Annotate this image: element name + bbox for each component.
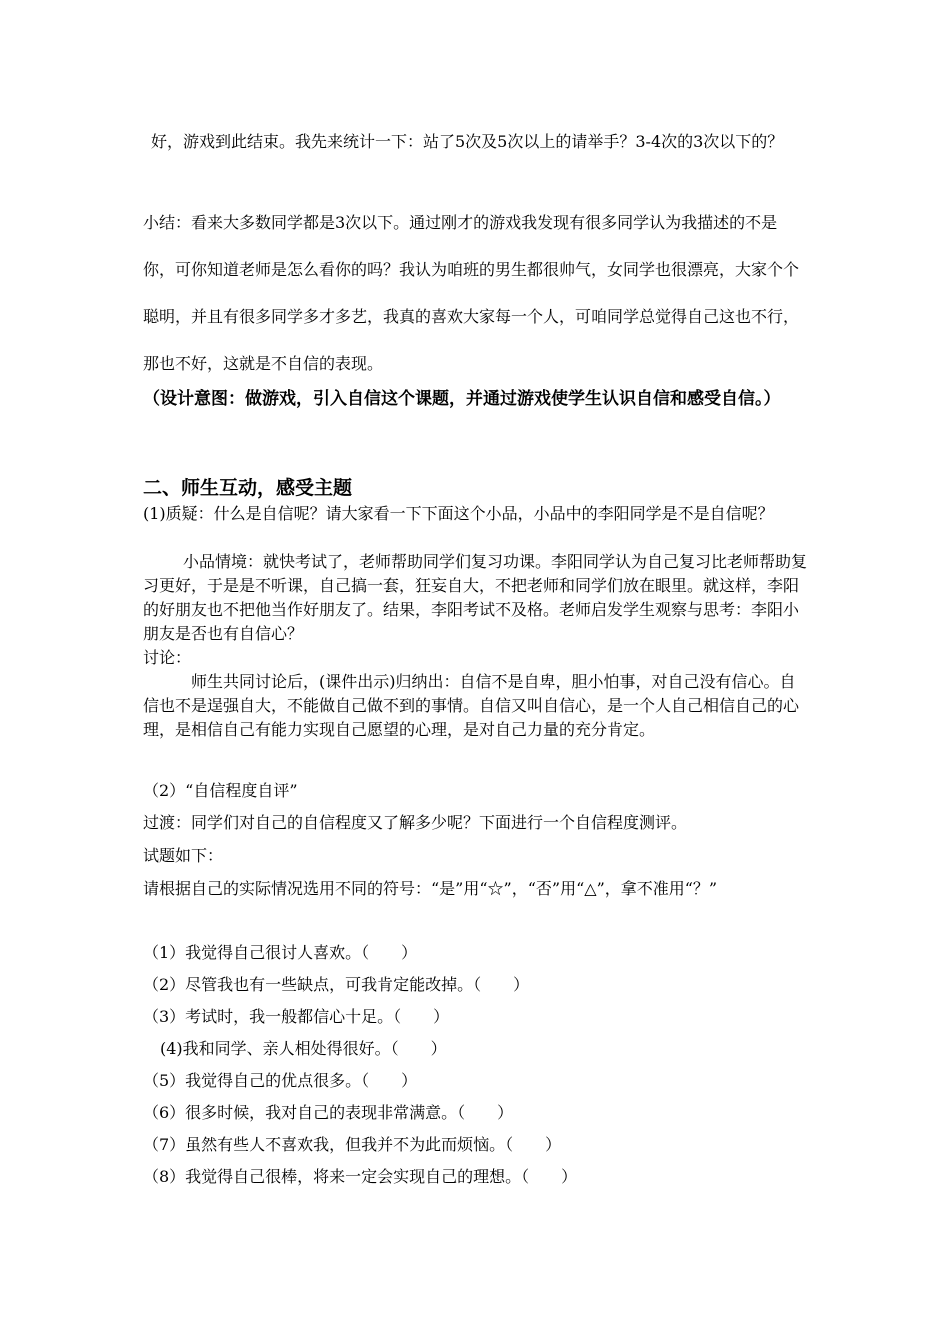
list-item: （2）尽管我也有一些缺点，可我肯定能改掉。（ ） [143, 975, 530, 994]
summary-paragraph: 小结：看来大多数同学都是3次以下。通过刚才的游戏我发现有很多同学认为我描述的不是你，可你知道老师是怎么看你的吗？我认为咱班的男生都很帅气，女同学也很漂亮，大家个个聪明，并且有很多同学多才多艺，我真的喜欢大家每一个人，可咱同学总觉得自己这也不行，那也不好，这就是不自信的表现。 [143, 213, 800, 373]
skit-paragraph: 小品情境：就快考试了，老师帮助同学们复习功课。李阳同学认为自己复习比老师帮助复习更好，于是是不听课，自己搞一套，狂妄自大，不把老师和同学们放在眼里。就这样，李阳的好朋友也不把他当作好朋友了。结果，李阳考试不及格。老师启发学生观察与思考：李阳小朋友是否也有自信心？ [143, 552, 808, 643]
discussion-label: 讨论： [143, 648, 192, 667]
list-item: （7）虽然有些人不喜欢我，但我并不为此而烦恼。（ ） [143, 1135, 562, 1154]
list-item: （1）我觉得自己很讨人喜欢。（ ） [143, 943, 418, 962]
list-item: （3）考试时，我一般都信心十足。（ ） [143, 1007, 450, 1026]
list-item: （6）很多时候，我对自己的表现非常满意。（ ） [143, 1103, 514, 1122]
section-heading: 二、师生互动，感受主题 [143, 477, 353, 499]
list-item: （5）我觉得自己的优点很多。（ ） [143, 1071, 418, 1090]
question-1: (1)质疑：什么是自信呢？请大家看一下下面这个小品，小品中的李阳同学是不是自信呢？ [143, 504, 774, 523]
intro-paragraph: 好，游戏到此结束。我先来统计一下：站了5次及5次以上的请举手？3-4次的3次以下的？ [151, 132, 784, 151]
question-2: （2）“自信程度自评” [143, 781, 298, 800]
test-label: 试题如下： [143, 846, 224, 865]
transition-paragraph: 过渡：同学们对自己的自信程度又了解多少呢？下面进行一个自信程度测评。 [143, 813, 688, 832]
design-intent-paragraph: （设计意图：做游戏，引入自信这个课题，并通过游戏使学生认识自信和感受自信。） [143, 389, 781, 409]
discussion-paragraph: 师生共同讨论后，(课件出示)归纳出：自信不是自卑，胆小怕事，对自己没有信心。自信也不是逞强自大，不能做自己做不到的事情。自信又叫自信心，是一个人自己相信自己的心理，是相信自己有能力实现自己愿望的心理，是对自己力量的充分肯定。 [143, 672, 800, 739]
list-item: （8）我觉得自己很棒，将来一定会实现自己的理想。（ ） [143, 1167, 578, 1186]
list-item: (4)我和同学、亲人相处得很好。（ ） [160, 1039, 447, 1058]
instructions-paragraph: 请根据自己的实际情况选用不同的符号：“是”用“☆”，“否”用“△”，拿不准用“？” [143, 879, 718, 898]
